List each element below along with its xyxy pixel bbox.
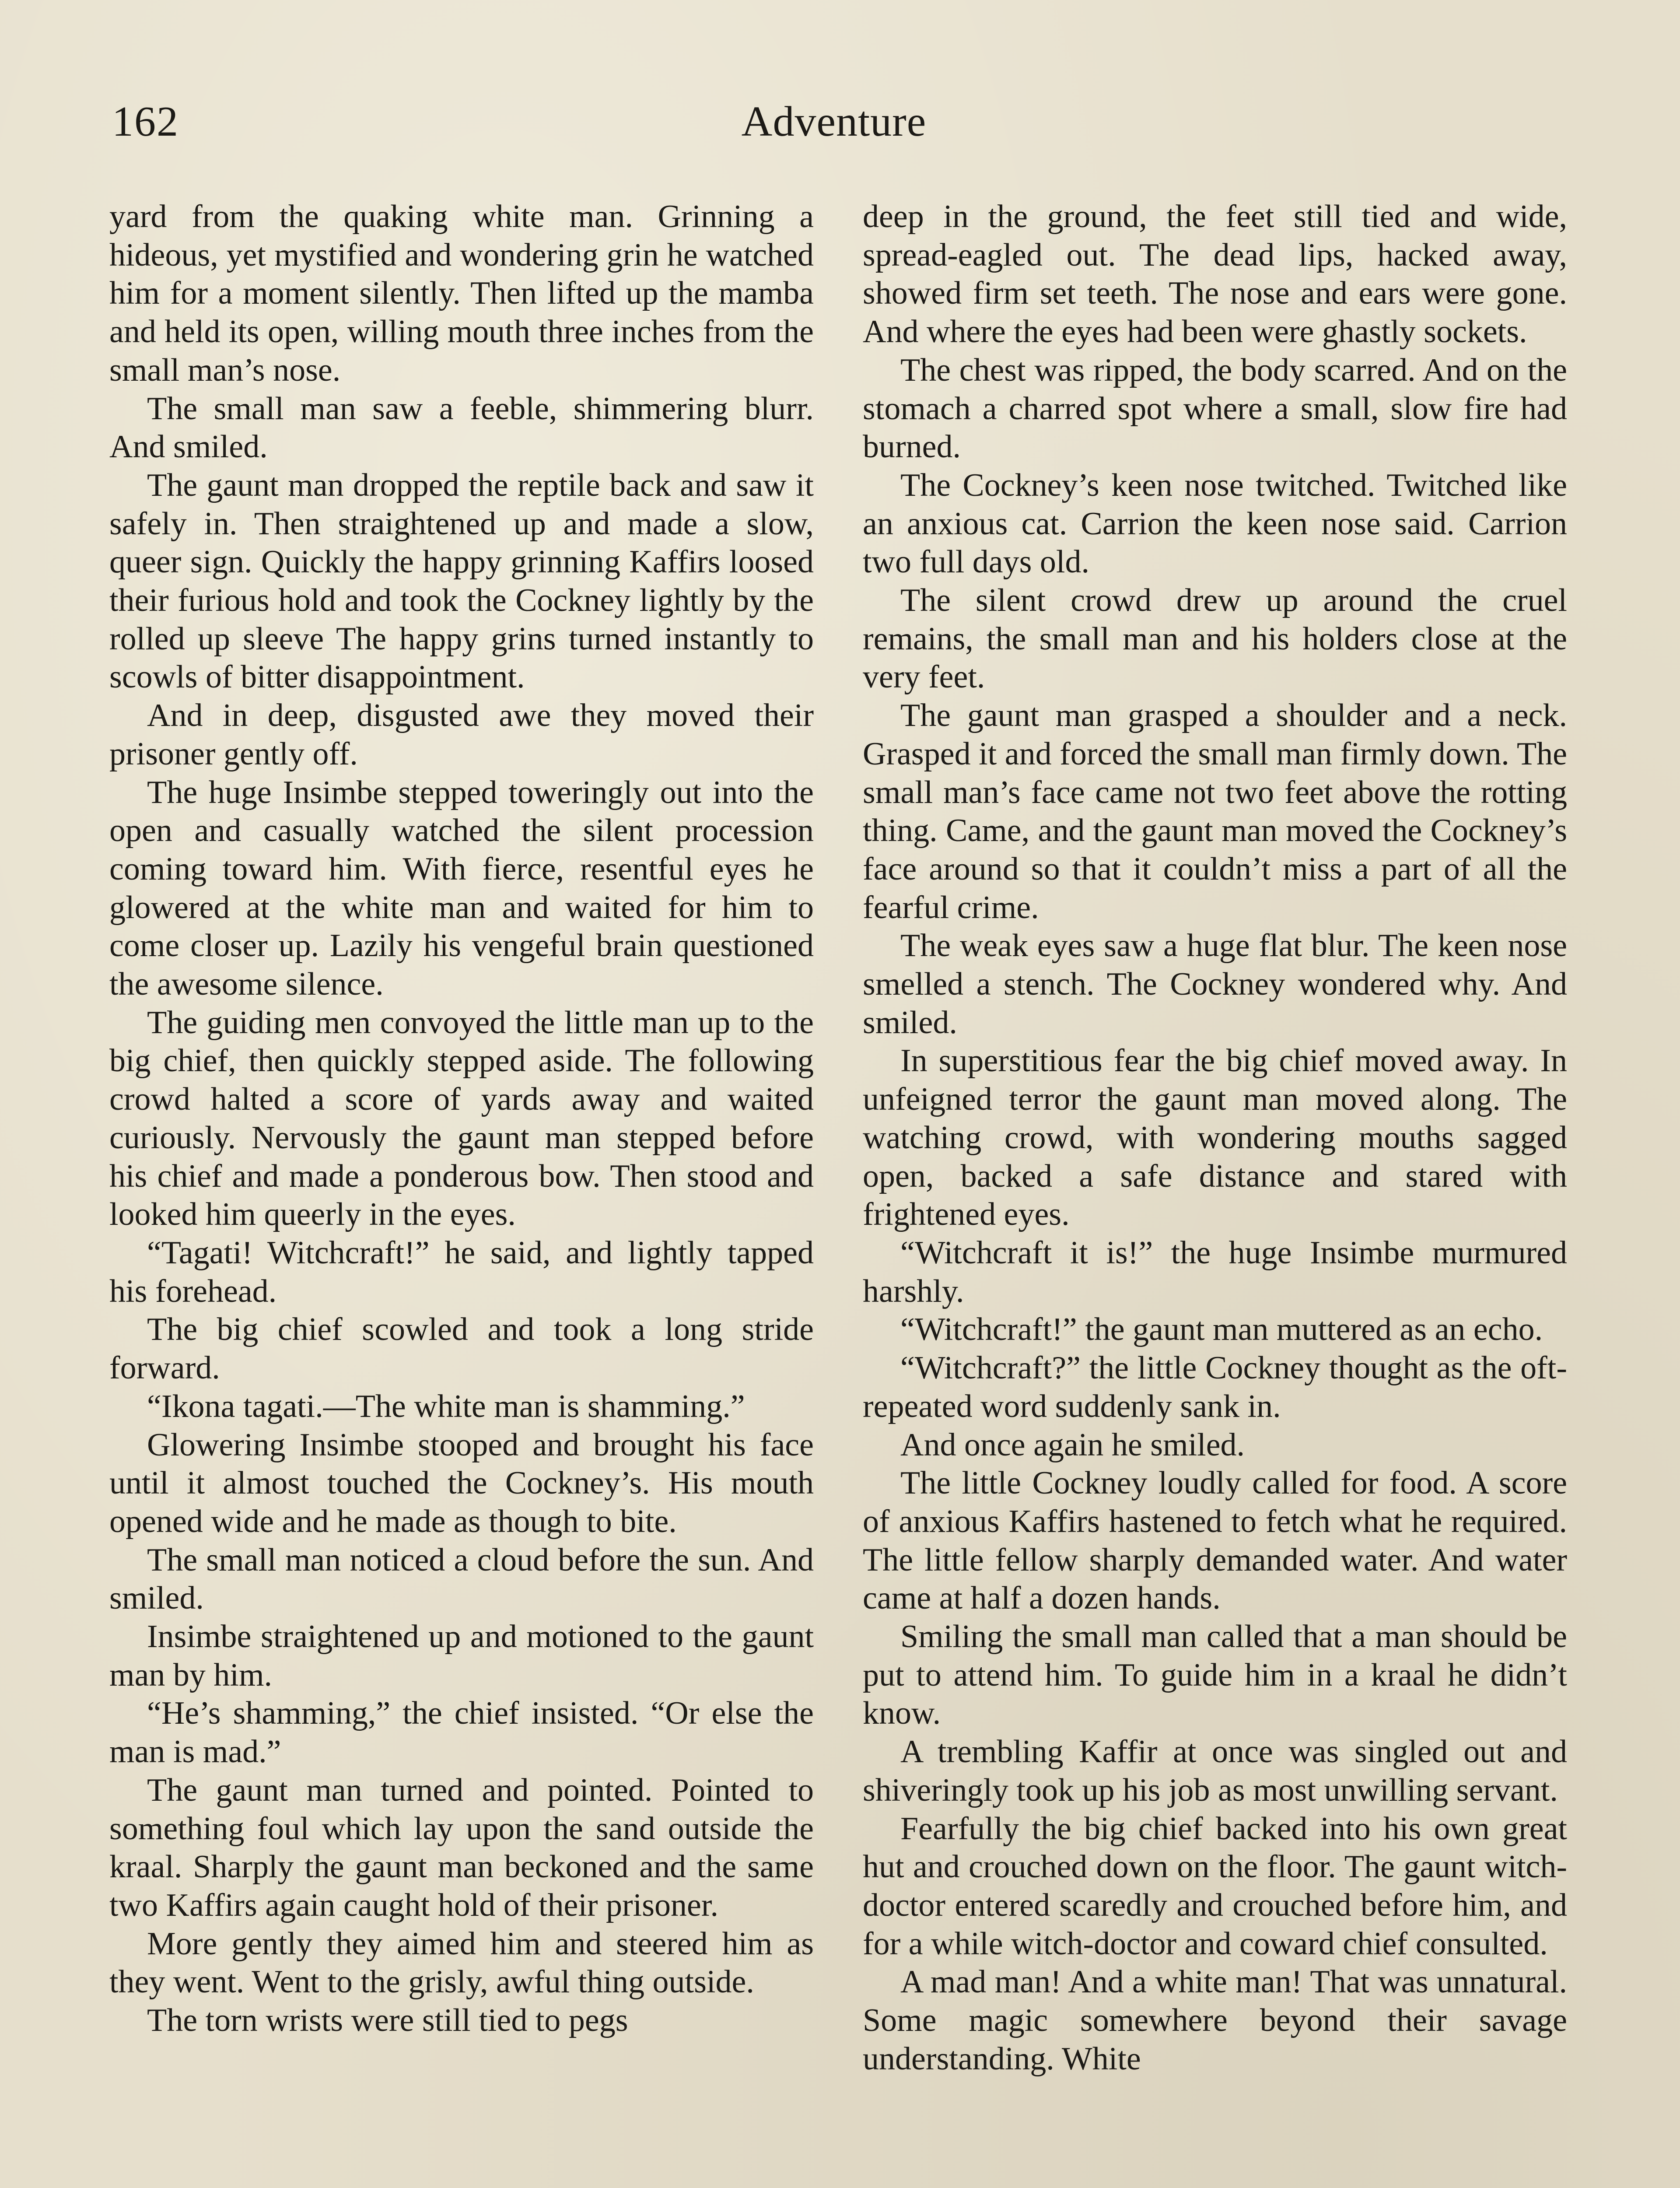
paragraph: “He’s shamming,” the chief insisted. “Or else the man is mad.” <box>109 1695 814 1770</box>
paragraph: The small man saw a feeble, shimmering blurr. And smiled. <box>109 390 814 465</box>
paragraph: “Witchcraft!” the gaunt man muttered as an echo. <box>900 1311 1543 1348</box>
paragraph: Glowering Insimbe stooped and brought his face until it almost touched the Cockney’s. His mouth opened wide and he made as though to bite. <box>109 1427 814 1539</box>
page-number: 162 <box>112 98 179 145</box>
left-column <box>109 198 814 2040</box>
paragraph: deep in the ground, the feet still tied and wide, spread-eagled out. The dead lips, hacked away, showed firm set teeth. The nose and ears were gone. And where the eyes had been were ghastly sockets. <box>863 199 1567 350</box>
paragraph: The little Cockney loudly called for food. A score of anxious Kaffirs hastened to fetch what he required. The little fellow sharply demanded water. And water came at half a dozen hands. <box>863 1465 1567 1616</box>
paragraph: And once again he smiled. <box>900 1427 1245 1463</box>
paragraph: And in deep, disgusted awe they moved their prisoner gently off. <box>109 698 814 772</box>
paragraph: “Ikona tagati.—The white man is shamming.” <box>147 1388 745 1424</box>
paragraph: “Witchcraft it is!” the huge Insimbe murmured harshly. <box>863 1234 1567 1309</box>
paragraph: The gaunt man turned and pointed. Pointed to something foul which lay upon the sand outside the kraal. Sharply the gaunt man beckoned and the same two Kaffirs again caught hold of their prisoner. <box>109 1772 814 1923</box>
paragraph: The guiding men convoyed the little man up to the big chief, then quickly stepped aside. The following crowd halted a score of yards away and waited curiously. Nervously the gaunt man stepped before his chief and made a ponderous bow. Then stood and looked him queerly in the eyes. <box>109 1004 814 1233</box>
page-header <box>112 95 1556 161</box>
paragraph: yard from the quaking white man. Grinning a hideous, yet mystified and wondering grin he watched him for a moment silently. Then lifted up the mamba and held its open, willing mouth three inches from the small man’s nose. <box>109 199 814 388</box>
paragraph: The gaunt man grasped a shoulder and a neck. Grasped it and forced the small man firmly down. The small man’s face came not two feet above the rotting thing. Came, and the gaunt man moved the Cockney’s face around so that it couldn’t miss a part of all the fearful crime. <box>863 698 1567 926</box>
paragraph: The chest was ripped, the body scarred. And on the stomach a charred spot where a small, slow fire had burned. <box>863 352 1567 465</box>
paragraph: The big chief scowled and took a long stride forward. <box>109 1311 814 1386</box>
paragraph: The torn wrists were still tied to pegs <box>147 2002 628 2039</box>
paragraph: “Tagati! Witchcraft!” he said, and lightly tapped his forehead. <box>109 1234 814 1309</box>
paragraph: Smiling the small man called that a man should be put to attend him. To guide him in a kraal he didn’t know. <box>863 1619 1567 1732</box>
paragraph: More gently they aimed him and steered him as they went. Went to the grisly, awful thing outside. <box>109 1925 814 2000</box>
paragraph: Fearfully the big chief backed into his own great hut and crouched down on the floor. The gaunt witch-doctor entered scaredly and crouched before him, and for a while witch-doctor and coward chief consulted. <box>863 1810 1567 1962</box>
paragraph: The weak eyes saw a huge flat blur. The keen nose smelled a stench. The Cockney wondered why. And smiled. <box>863 928 1567 1041</box>
paragraph: Insimbe straightened up and motioned to the gaunt man by him. <box>109 1619 814 1693</box>
paragraph: The gaunt man dropped the reptile back and saw it safely in. Then straightened up and made a slow, queer sign. Quickly the happy grinning Kaffirs loosed their furious hold and took the Cockney lightly by the rolled up sleeve The happy grins turned instantly to scowls of bitter disappointment. <box>109 467 814 695</box>
running-head: Adventure <box>741 98 927 145</box>
paragraph: A trembling Kaffir at once was singled out and shiveringly took up his job as most unwilling servant. <box>863 1734 1567 1808</box>
paragraph: “Witchcraft?” the little Cockney thought as the oft-repeated word suddenly sank in. <box>863 1350 1567 1424</box>
paragraph: In superstitious fear the big chief moved away. In unfeigned terror the gaunt man moved along. The watching crowd, with wondering mouths sagged open, backed a safe distance and stared with frightened eyes. <box>863 1043 1567 1233</box>
paragraph: The small man noticed a cloud before the sun. And smiled. <box>109 1542 814 1616</box>
right-column <box>863 198 1567 2078</box>
paragraph: The huge Insimbe stepped toweringly out into the open and casually watched the silent procession coming toward him. With fierce, resentful eyes he glowered at the white man and waited for him to come closer up. Lazily his vengeful brain questioned the awesome silence. <box>109 774 814 1003</box>
paragraph: The Cockney’s keen nose twitched. Twitched like an anxious cat. Carrion the keen nose said. Carrion two full days old. <box>863 467 1567 580</box>
paragraph: The silent crowd drew up around the cruel remains, the small man and his holders close at the very feet. <box>863 582 1567 695</box>
paragraph: A mad man! And a white man! That was unnatural. Some magic somewhere beyond their savage understanding. White <box>863 1964 1567 2077</box>
